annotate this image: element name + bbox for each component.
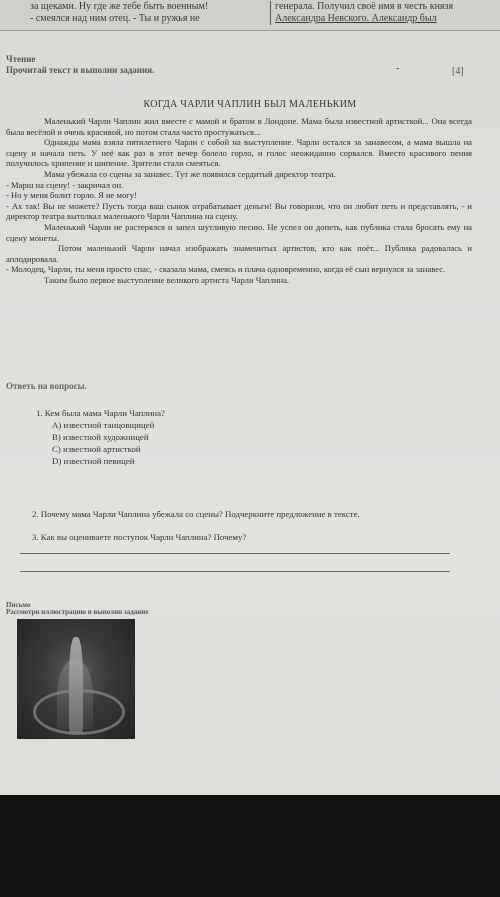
question-3: 3. Как вы оцениваете поступок Чарли Чаплина? Почему? [32,532,247,542]
questions-heading: Ответь на вопросы. [6,381,87,391]
section-instruction: Прочитай текст и выполни задания. [6,65,155,75]
writing-label: Письмо [6,601,31,609]
story-paragraph: - Молодец, Чарли, ты меня просто спас, - сказала мама, смеясь и плача одновременно, когда её сын вернулся за занавес. [6,264,446,275]
points-label: [4] [452,66,464,77]
previous-page-strip [0,0,500,31]
story-paragraph: Мама убежала со сцены за занавес. Тут же появился сердитый директор театра. [44,168,336,179]
story-paragraph: Таким было первое выступление великого артиста Чарли Чаплина. [44,274,290,285]
section-label: Чтение [6,54,36,64]
story-text [6,116,472,286]
answer-line [20,571,450,572]
story-paragraph: Потом маленький Чарли начал изображать знаменитых артистов, кто как поёт... Публика радовалась и аплодировала. [6,243,472,264]
illustration-image [17,619,135,739]
writing-instruction: Рассмотри иллюстрацию и выполни задание [6,608,149,616]
strip-right-line-1: генерала. Получил своё имя в честь князя [275,1,454,12]
question-1: 1. Кем была мама Чарли Чаплина? [36,408,165,418]
answer-option-d: D) известной певицей [52,456,135,466]
section-marker: - [396,63,400,74]
strip-left-line-2: - смеялся над ним отец. - Ты и ружья не [30,13,200,24]
story-paragraph: - Но у меня болит горло. Я не могу! [6,190,137,201]
story-paragraph: - Марш на сцену! - закричал он. [6,179,124,190]
story-paragraph: Маленький Чарли Чаплин жил вместе с мамой и братом в Лондоне. Мама была известной артисткой... Она всегда была весёлой и очень красивой, но потом стала часто простужаться... [6,116,472,137]
answer-option-c: С) известной артисткой [52,444,141,454]
story-paragraph: - Ах так! Вы не можете? Пусть тогда ваш сынок отрабатывает деньги! Вы говорили, что он любит петь и представлять, - и директор театра вытолкал маленького Чарли Чаплина на сцену. [6,200,472,222]
strip-right-line-2: Александра Невского. Александр был [275,13,437,24]
question-2: 2. Почему мама Чарли Чаплина убежала со сцены? Подчеркните предложение в тексте. [32,509,360,519]
answer-option-b: В) известной художницей [52,432,149,442]
strip-left-line-1: за щеками. Ну где же тебе быть военным! [30,1,209,12]
story-title: КОГДА ЧАРЛИ ЧАПЛИН БЫЛ МАЛЕНЬКИМ [143,99,357,110]
story-paragraph: Однажды мама взяла пятилетнего Чарли с собой на выступление. Чарли остался за занавесом, а мама вышла на сцену и начала петь. У неё как раз в этот вечер болело горло, и голос неожиданно сорвался. Вместо красивого пения получилось хрипение и шипение. Зрители стали смеяться. [6,137,472,169]
answer-option-a: А) известной танцовщицей [52,420,155,430]
story-paragraph: Маленький Чарли не растерялся и запел шутливую песню. Не успел он допеть, как публика стала бросать ему на сцену монеты. [6,221,472,243]
answer-line [20,553,450,554]
